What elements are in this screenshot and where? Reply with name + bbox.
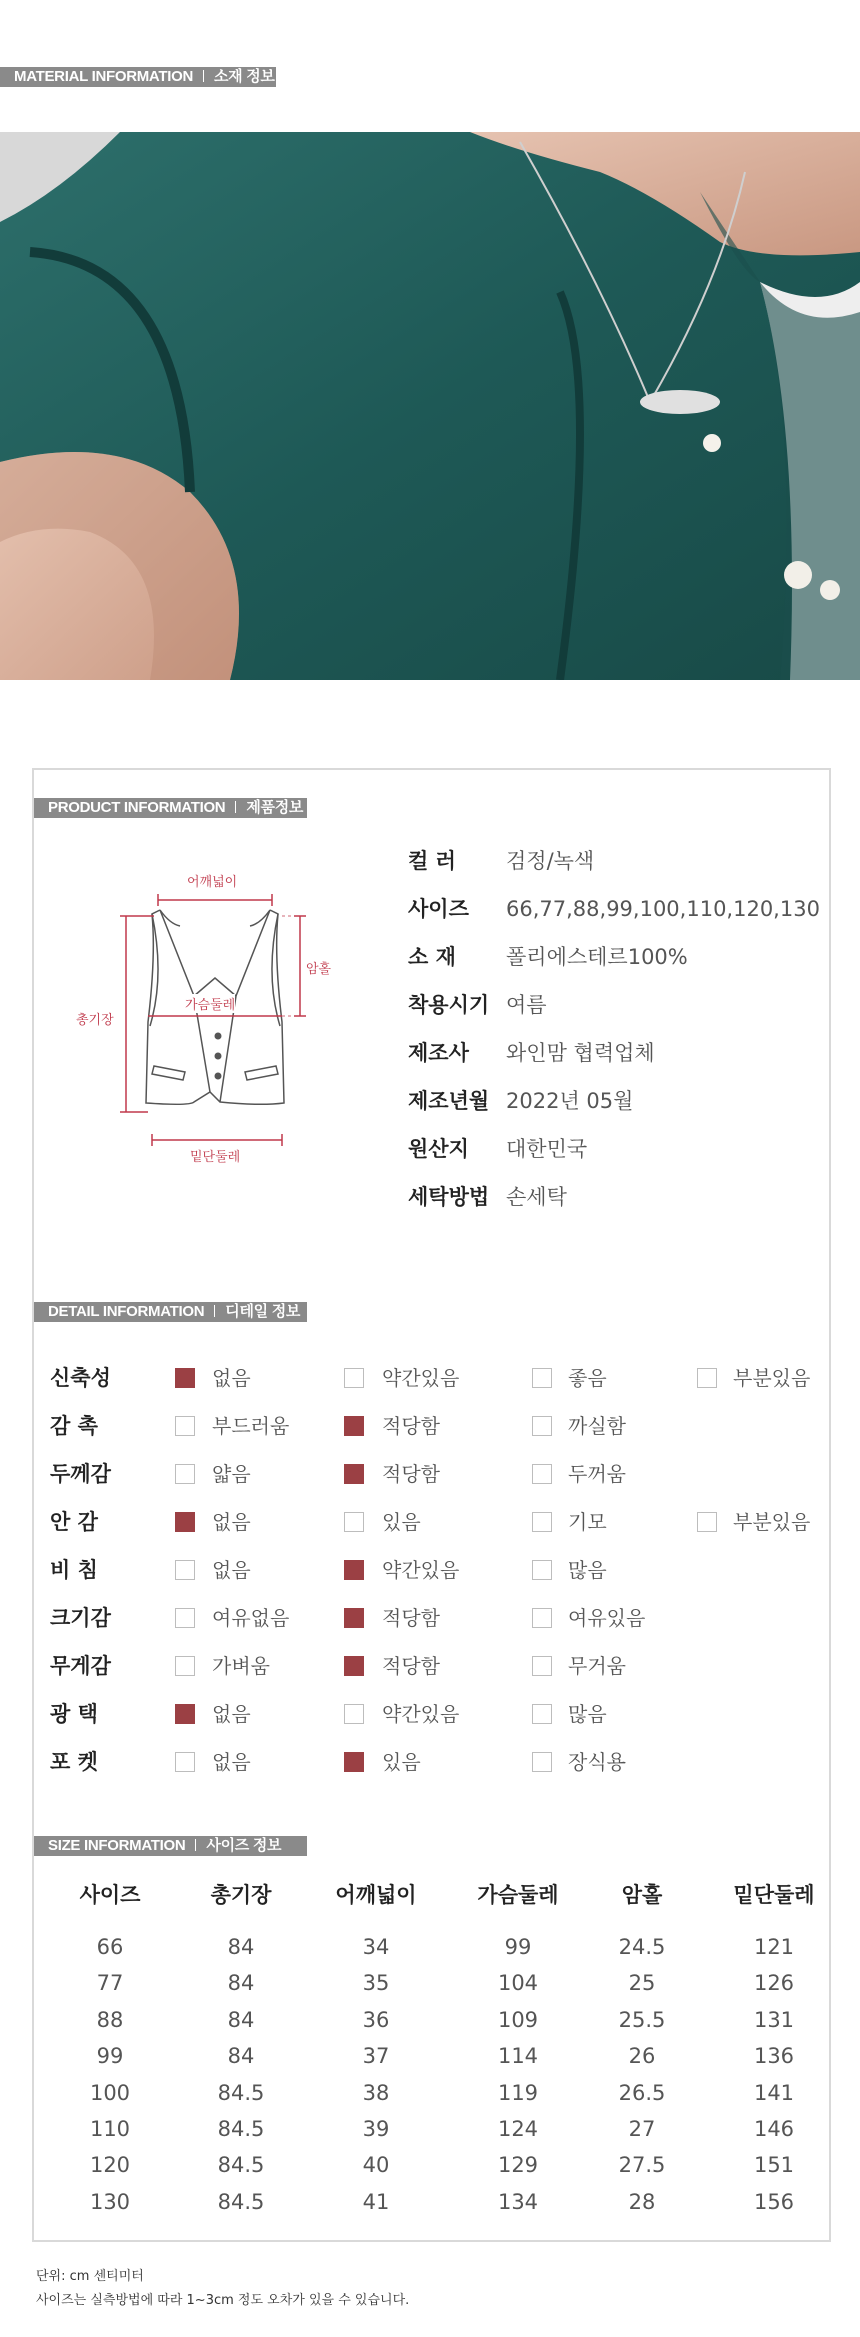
- detail-checkbox[interactable]: [175, 1656, 195, 1676]
- detail-option-label: 있음: [382, 1510, 421, 1534]
- size-table-cell: 84: [227, 2044, 255, 2069]
- fabric-photo: [0, 132, 860, 680]
- detail-label: 두께감: [50, 1462, 111, 1486]
- size-table-header: 밑단둘레: [733, 1883, 815, 1907]
- size-table-cell: 39: [362, 2117, 390, 2141]
- info-key: 사이즈: [408, 897, 469, 921]
- detail-option-label: 무거움: [568, 1654, 626, 1678]
- size-table-cell: 121: [753, 1935, 795, 1959]
- size-table-cell: 104: [497, 1971, 539, 1996]
- size-table-cell: 27: [628, 2117, 656, 2141]
- info-row-season: [408, 990, 547, 1020]
- detail-checkbox[interactable]: [697, 1368, 717, 1388]
- size-table-cell: 34: [362, 1935, 390, 1959]
- detail-checkbox[interactable]: [344, 1512, 364, 1532]
- size-table-cell: 114: [497, 2044, 539, 2069]
- detail-option-label: 없음: [212, 1750, 251, 1774]
- detail-checkbox[interactable]: [344, 1416, 364, 1436]
- size-section-tag: [34, 1836, 307, 1856]
- fabric-photo-svg: [0, 132, 860, 680]
- size-table-cell: 38: [362, 2080, 390, 2105]
- detail-option-label: 부드러움: [212, 1414, 290, 1438]
- size-table-cell: 119: [497, 2080, 539, 2105]
- info-value: 대한민국: [506, 1137, 588, 1161]
- detail-tag-ko: 디테일 정보: [225, 1303, 301, 1320]
- size-table-cell: 25.5: [618, 2007, 666, 2032]
- info-key: 원산지: [408, 1137, 469, 1161]
- detail-option-label: 기모: [568, 1510, 607, 1534]
- size-table-cell: 36: [362, 2007, 390, 2032]
- diagram-hem-label: 밑단둘레: [190, 1150, 241, 1165]
- detail-option-label: 까실함: [568, 1414, 626, 1438]
- detail-checkbox[interactable]: [532, 1608, 552, 1628]
- detail-checkbox[interactable]: [532, 1752, 552, 1772]
- info-key: 제조년월: [408, 1089, 490, 1113]
- detail-checkbox[interactable]: [344, 1656, 364, 1676]
- info-row-wash: [408, 1182, 567, 1212]
- detail-checkbox[interactable]: [344, 1368, 364, 1388]
- size-table-cell: 88: [96, 2007, 124, 2032]
- detail-option-label: 두꺼움: [568, 1462, 626, 1486]
- detail-label: 신축성: [50, 1366, 111, 1390]
- info-value: 66,77,88,99,100,110,120,130: [506, 897, 820, 921]
- size-table-cell: 27.5: [618, 2153, 666, 2178]
- detail-checkbox[interactable]: [697, 1512, 717, 1532]
- detail-checkbox[interactable]: [175, 1608, 195, 1628]
- detail-label: 포 켓: [50, 1750, 98, 1774]
- material-tag-en: MATERIAL INFORMATION: [14, 68, 193, 85]
- detail-option-label: 부분있음: [733, 1366, 811, 1390]
- detail-checkbox[interactable]: [175, 1416, 195, 1436]
- diagram-armhole-label: 암홀: [306, 962, 332, 977]
- detail-option-label: 많음: [568, 1558, 607, 1582]
- detail-label: 감 촉: [50, 1414, 98, 1438]
- detail-option-label: 적당함: [382, 1606, 440, 1630]
- size-tag-en: SIZE INFORMATION: [48, 1837, 186, 1854]
- size-table-cell: 110: [89, 2117, 131, 2141]
- info-row-color: [408, 846, 594, 876]
- size-table-header: 어깨넓이: [335, 1883, 417, 1907]
- vest-diagram: [70, 866, 330, 1166]
- size-tag-ko: 사이즈 정보: [206, 1837, 282, 1854]
- size-table-header: 암홀: [621, 1883, 663, 1907]
- detail-checkbox[interactable]: [532, 1704, 552, 1724]
- info-key: 소 재: [408, 945, 456, 969]
- detail-checkbox[interactable]: [532, 1464, 552, 1484]
- size-table-header: 총기장: [210, 1883, 272, 1907]
- detail-label: 안 감: [50, 1510, 98, 1534]
- size-table-cell: 131: [753, 2007, 795, 2032]
- info-row-size: [408, 894, 820, 924]
- info-value: 검정/녹색: [506, 849, 595, 873]
- info-row-material: [408, 942, 688, 972]
- size-table-cell: 126: [753, 1971, 795, 1996]
- size-table-cell: 84.5: [217, 2117, 265, 2141]
- size-table-cell: 136: [753, 2044, 795, 2069]
- detail-option-label: 가벼움: [212, 1654, 270, 1678]
- size-table-cell: 130: [89, 2189, 131, 2214]
- detail-option-label: 없음: [212, 1510, 251, 1534]
- size-table-cell: 77: [96, 1971, 124, 1996]
- detail-checkbox[interactable]: [344, 1560, 364, 1580]
- detail-option-label: 적당함: [382, 1414, 440, 1438]
- size-table-cell: 141: [753, 2080, 795, 2105]
- detail-checkbox[interactable]: [344, 1608, 364, 1628]
- detail-checkbox[interactable]: [175, 1560, 195, 1580]
- detail-option-label: 약간있음: [382, 1702, 460, 1726]
- detail-checkbox[interactable]: [175, 1752, 195, 1772]
- detail-checkbox[interactable]: [344, 1752, 364, 1772]
- detail-option-label: 얇음: [212, 1462, 251, 1486]
- info-value: 폴리에스테르100%: [506, 945, 688, 969]
- detail-option-label: 여유있음: [568, 1606, 646, 1630]
- detail-option-label: 여유없음: [212, 1606, 290, 1630]
- info-value: 와인맘 협력업체: [506, 1041, 655, 1065]
- detail-option-label: 없음: [212, 1366, 251, 1390]
- detail-checkbox[interactable]: [175, 1512, 195, 1532]
- detail-option-label: 없음: [212, 1558, 251, 1582]
- size-table-cell: 156: [753, 2189, 795, 2214]
- material-section-tag: [0, 67, 276, 87]
- size-table-cell: 100: [89, 2080, 131, 2105]
- diagram-chest-label: 가슴둘레: [185, 994, 235, 1013]
- size-table-cell: 66: [96, 1935, 124, 1959]
- size-table-cell: 37: [362, 2044, 390, 2069]
- size-table-cell: 35: [362, 1971, 390, 1996]
- size-table-cell: 26: [628, 2044, 656, 2069]
- tolerance-note: 사이즈는 실측방법에 따라 1~3cm 정도 오차가 있을 수 있습니다.: [36, 2293, 410, 2308]
- info-key: 제조사: [408, 1041, 469, 1065]
- info-value: 손세탁: [506, 1185, 567, 1209]
- info-value: 여름: [506, 993, 547, 1017]
- detail-option-label: 적당함: [382, 1654, 440, 1678]
- detail-option-label: 부분있음: [733, 1510, 811, 1534]
- size-table-header: 사이즈: [79, 1883, 141, 1907]
- detail-checkbox[interactable]: [175, 1368, 195, 1388]
- detail-option-label: 적당함: [382, 1462, 440, 1486]
- size-table-cell: 151: [753, 2153, 795, 2178]
- detail-checkbox[interactable]: [344, 1704, 364, 1724]
- detail-option-label: 없음: [212, 1702, 251, 1726]
- size-table-cell: 28: [628, 2189, 656, 2214]
- detail-option-label: 좋음: [568, 1366, 607, 1390]
- detail-checkbox[interactable]: [532, 1560, 552, 1580]
- detail-option-label: 많음: [568, 1702, 607, 1726]
- detail-option-label: 있음: [382, 1750, 421, 1774]
- size-table-cell: 84.5: [217, 2189, 265, 2214]
- size-table-cell: 129: [497, 2153, 539, 2178]
- detail-option-label: 장식용: [568, 1750, 626, 1774]
- detail-checkbox[interactable]: [344, 1464, 364, 1484]
- size-table-cell: 41: [362, 2189, 390, 2214]
- detail-label: 크기감: [50, 1606, 111, 1630]
- size-table-header: 가슴둘레: [477, 1883, 559, 1907]
- size-table-cell: 84.5: [217, 2080, 265, 2105]
- detail-checkbox[interactable]: [175, 1704, 195, 1724]
- product-tag-en: PRODUCT INFORMATION: [48, 799, 226, 816]
- detail-option-label: 약간있음: [382, 1558, 460, 1582]
- detail-option-label: 약간있음: [382, 1366, 460, 1390]
- size-table-cell: 25: [628, 1971, 656, 1996]
- info-key: 컬 러: [408, 849, 456, 873]
- size-table-cell: 146: [753, 2117, 795, 2141]
- detail-checkbox[interactable]: [532, 1368, 552, 1388]
- detail-checkbox[interactable]: [175, 1464, 195, 1484]
- detail-checkbox[interactable]: [532, 1512, 552, 1532]
- detail-checkbox[interactable]: [532, 1416, 552, 1436]
- size-table-cell: 134: [497, 2189, 539, 2214]
- detail-label: 광 택: [50, 1702, 98, 1726]
- detail-tag-en: DETAIL INFORMATION: [48, 1303, 205, 1320]
- size-table-cell: 84: [227, 1971, 255, 1996]
- size-table-cell: 84: [227, 2007, 255, 2032]
- info-key: 착용시기: [408, 993, 490, 1017]
- detail-checkbox[interactable]: [532, 1656, 552, 1676]
- info-row-maker: [408, 1038, 655, 1068]
- size-table-cell: 84: [227, 1935, 255, 1959]
- unit-note: 단위: cm 센티미터: [36, 2269, 144, 2284]
- size-table-cell: 99: [504, 1935, 532, 1959]
- size-table-cell: 24.5: [618, 1935, 666, 1959]
- product-section-tag: [34, 798, 307, 818]
- info-row-date: [408, 1086, 633, 1116]
- material-tag-ko: 소재 정보: [213, 68, 275, 85]
- size-table-cell: 124: [497, 2117, 539, 2141]
- size-table-cell: 84.5: [217, 2153, 265, 2178]
- size-table-cell: 120: [89, 2153, 131, 2178]
- detail-label: 무게감: [50, 1654, 111, 1678]
- diagram-shoulder-label: 어깨넓이: [187, 875, 238, 890]
- info-value: 2022년 05월: [506, 1089, 634, 1113]
- diagram-length-label: 총기장: [76, 1009, 114, 1028]
- size-table-cell: 109: [497, 2007, 539, 2032]
- product-tag-ko: 제품정보: [246, 799, 304, 816]
- info-key: 세탁방법: [408, 1185, 490, 1209]
- size-table-cell: 26.5: [618, 2080, 666, 2105]
- detail-section-tag: [34, 1302, 307, 1322]
- detail-label: 비 침: [50, 1558, 98, 1582]
- size-table-cell: 40: [362, 2153, 390, 2178]
- info-row-origin: [408, 1134, 587, 1164]
- size-table-cell: 99: [96, 2044, 124, 2069]
